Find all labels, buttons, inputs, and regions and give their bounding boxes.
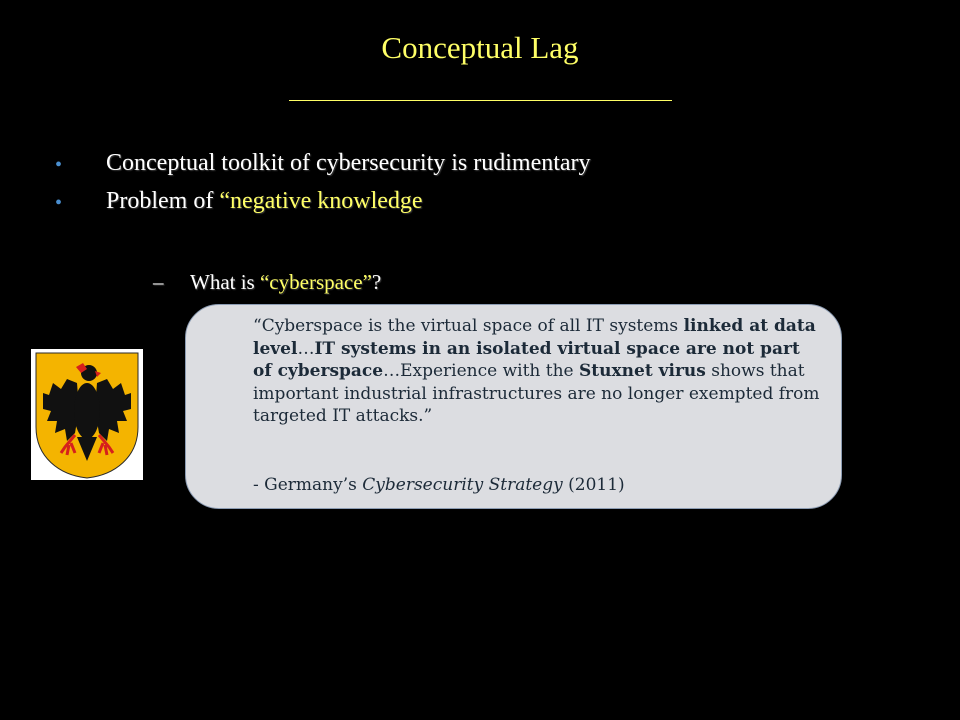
sub-bullet-text-end: ? (371, 270, 382, 294)
sub-bullet-text-highlight: “cyberspace” (259, 270, 372, 294)
bullet-text-plain: Problem of (106, 188, 220, 214)
attribution-prefix: - Germany’s (253, 475, 363, 495)
quote-segment: …Experience with the (383, 361, 580, 381)
bullet-list (55, 150, 915, 226)
bullet-marker: • (55, 154, 63, 176)
bullet-text: Conceptual toolkit of cybersecurity is rudimentary (106, 150, 591, 176)
quote-segment-bold: linked at data level (253, 316, 816, 359)
bullet-item (55, 150, 915, 188)
quote-segment: … (297, 338, 315, 359)
quote-segment: “Cyberspace is the virtual space of all IT systems (253, 316, 684, 336)
bullet-text-highlight: “negative knowledge (219, 188, 423, 214)
sub-bullet-marker: – (153, 270, 164, 294)
german-eagle-coat-of-arms-icon (31, 349, 143, 480)
sub-bullet-text-plain: What is (190, 270, 260, 294)
bullet-marker: • (55, 192, 63, 214)
attribution-title: Cybersecurity Strategy (362, 475, 563, 495)
quote-text (253, 315, 823, 428)
slide-title: Conceptual Lag (381, 30, 579, 65)
quote-segment: shows that important industrial infrastructures are no longer exempted from targeted IT attacks.” (253, 361, 820, 426)
bullet-item (55, 188, 915, 226)
sub-bullet (153, 270, 381, 295)
quote-segment-bold: Stuxnet virus (579, 361, 706, 381)
bullet-text (106, 188, 423, 215)
attribution-year: (2011) (562, 475, 625, 495)
quote-box (185, 304, 842, 509)
quote-segment-bold: IT systems in an isolated virtual space are not part of cyberspace (253, 338, 800, 381)
quote-attribution (253, 475, 823, 495)
title-underline (289, 100, 672, 101)
